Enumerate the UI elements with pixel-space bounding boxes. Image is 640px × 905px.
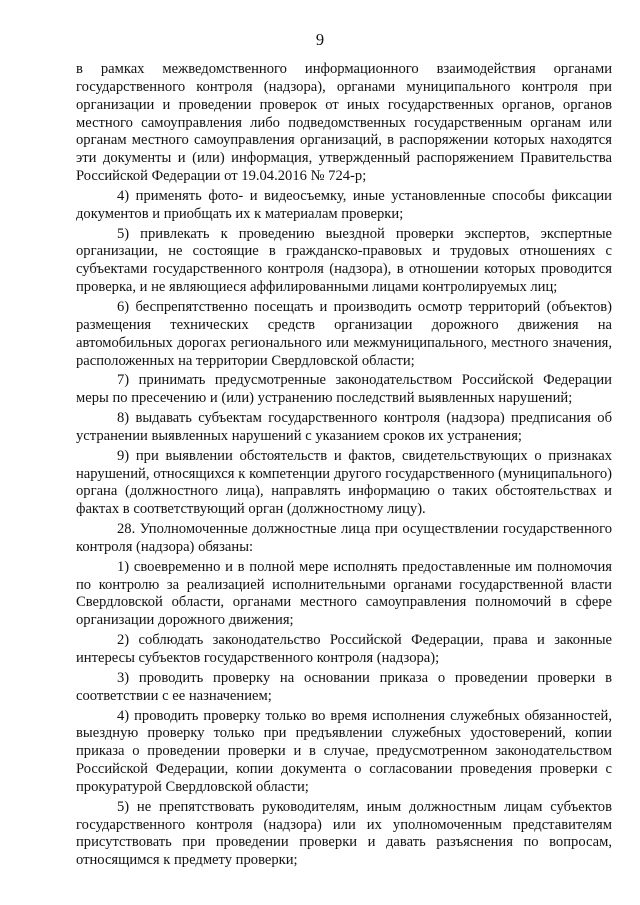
paragraph-item-6: 6) беспрепятственно посещать и производить осмотр территорий (объектов) размещения технических средств организации дорожного движения на автомобильных дорогах регионального или межмуниципального, местного значения, расположенных на территории Свердловской области;: [76, 298, 612, 369]
paragraph-duty-4: 4) проводить проверку только во время исполнения служебных обязанностей, выездную проверку только при предъявлении служебных удостоверений, копии приказа о проведении проверки и в случае, предусмотренном законодательством Российской Федерации, копии документа о согласовании проведения проверки с прокуратурой Свердловской области;: [76, 707, 612, 795]
document-body: [76, 61, 612, 872]
paragraph-item-7: 7) принимать предусмотренные законодательством Российской Федерации меры по пресечению и (или) устранению последствий выявленных нарушений;: [76, 372, 612, 407]
paragraph-item-5: 5) привлекать к проведению выездной проверки экспертов, экспертные организации, не состоящие в гражданско-правовых и трудовых отношениях с субъектами государственного контроля (надзора), в отношении которых проводится проверка, и не являющиеся аффилированными лицами контролируемых лиц;: [76, 225, 612, 296]
paragraph-item-9: 9) при выявлении обстоятельств и фактов, свидетельствующих о признаках нарушений, относящихся к компетенции другого государственного (муниципального) органа (должностного лица), направлять информацию о таких обстоятельствах и фактах в соответствующий орган (должностному лицу).: [76, 447, 612, 518]
paragraph-duty-5: 5) не препятствовать руководителям, иным должностным лицам субъектов государственного контроля (надзора) или их уполномоченным представителям присутствовать при проведении проверки и давать разъяснения по вопросам, относящимся к предмету проверки;: [76, 798, 612, 869]
paragraph-item-4: 4) применять фото- и видеосъемку, иные установленные способы фиксации документов и приобщать их к материалам проверки;: [76, 187, 612, 222]
paragraph-duty-3: 3) проводить проверку на основании приказа о проведении проверки в соответствии с ее назначением;: [76, 669, 612, 704]
paragraph-duty-2: 2) соблюдать законодательство Российской Федерации, права и законные интересы субъектов государственного контроля (надзора);: [76, 632, 612, 666]
paragraph-duty-1: 1) своевременно и в полной мере исполнять предоставленные им полномочия по контролю за реализацией исполнительными органами государственной власти Свердловской области, органами местного самоуправления полномочий в сфере организации дорожного движения;: [76, 558, 612, 629]
paragraph-item-8: 8) выдавать субъектам государственного контроля (надзора) предписания об устранении выявленных нарушений с указанием сроков их устранения;: [76, 410, 612, 444]
paragraph-section-28: 28. Уполномоченные должностные лица при осуществлении государственного контроля (надзора) обязаны:: [76, 521, 612, 555]
paragraph-continuation: в рамках межведомственного информационного взаимодействия органами государственного контроля (надзора), органами муниципального контроля при организации и проведении проверок от иных государственных органов, органов местного самоуправления либо подведомственных государственным органам или органам местного самоуправления организаций, в распоряжении которых находятся эти документы и (или) информация, утвержденный распоряжением Правительства Российской Федерации от 19.04.2016 № 724-р;: [76, 61, 612, 185]
page-number: 9: [315, 30, 325, 49]
